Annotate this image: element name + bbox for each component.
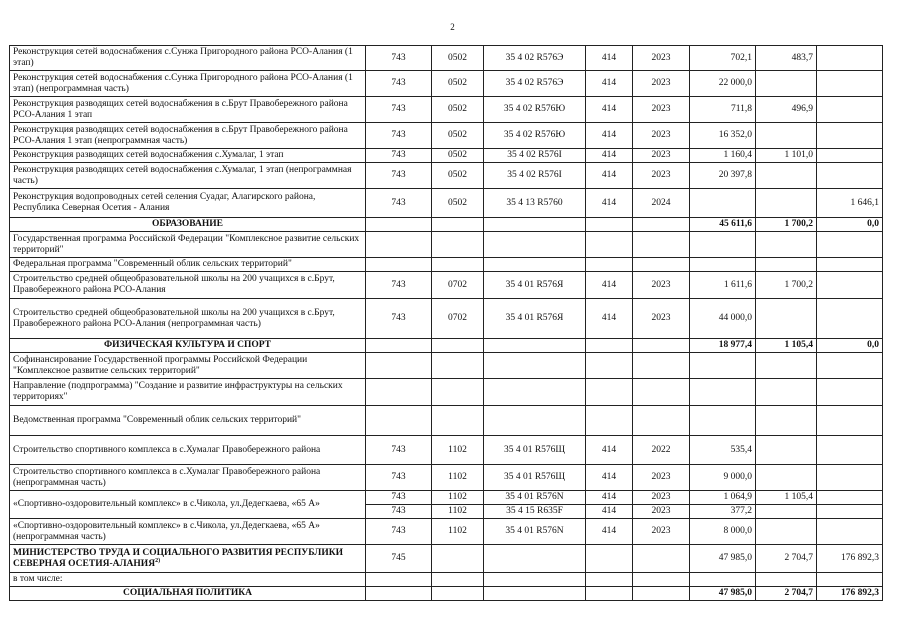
table-row	[10, 163, 883, 189]
department-code-cell: 743	[366, 46, 432, 71]
section-heading-row	[10, 218, 883, 232]
expense-type-cell	[586, 587, 633, 601]
section-code-cell: 0502	[432, 189, 484, 218]
table-row	[10, 97, 883, 123]
row-name-text: Строительство средней общеобразовательной школы на 200 учащихся в с.Брут, Правобережного района РСО-Алания (непрограммная часть)	[13, 307, 335, 329]
amount-2-cell	[756, 71, 817, 97]
year-cell	[633, 232, 690, 258]
expense-type-cell: 414	[586, 519, 633, 545]
table-row	[10, 46, 883, 71]
section-heading-row	[10, 587, 883, 601]
amount-2-cell	[756, 299, 817, 339]
table-row	[10, 519, 883, 545]
department-code-cell	[366, 406, 432, 436]
target-article-cell: 35 4 01 R576Щ	[484, 436, 586, 465]
target-article-cell: 35 4 01 R576N	[484, 519, 586, 545]
amount-3-cell: 0,0	[817, 218, 883, 232]
amount-1-cell: 22 000,0	[690, 71, 756, 97]
amount-1-cell: 47 985,0	[690, 587, 756, 601]
amount-2-cell	[756, 353, 817, 379]
row-name-text: Реконструкция разводящих сетей водоснабжения в с.Брут Правобережного района РСО-Алания 1 этап (непрограммная часть)	[13, 124, 348, 146]
table-row	[10, 123, 883, 149]
expense-type-cell: 414	[586, 97, 633, 123]
expense-type-cell: 414	[586, 272, 633, 299]
year-cell: 2023	[633, 505, 690, 519]
row-name-text: Государственная программа Российской Федерации "Комплексное развитие сельских территорий"	[13, 233, 360, 255]
row-name-cell	[10, 97, 366, 123]
section-code-cell: 0702	[432, 299, 484, 339]
year-cell: 2022	[633, 436, 690, 465]
department-code-cell	[366, 218, 432, 232]
amount-2-cell: 1 105,4	[756, 491, 817, 505]
row-name-text: Направление (подпрограмма) "Создание и развитие инфраструктуры на сельских территориях"	[13, 381, 343, 402]
expense-type-cell: 414	[586, 71, 633, 97]
expense-type-cell: 414	[586, 436, 633, 465]
year-cell	[633, 587, 690, 601]
amount-3-cell	[817, 232, 883, 258]
target-article-cell: 35 4 02 R576Э	[484, 46, 586, 71]
amount-3-cell	[817, 163, 883, 189]
year-cell	[633, 218, 690, 232]
amount-2-cell	[756, 465, 817, 491]
department-code-cell	[366, 353, 432, 379]
row-name-text: Реконструкция сетей водоснабжения с.Сунжа Пригородного района РСО-Алания (1 этап) (непрограммная часть)	[13, 72, 353, 94]
section-code-cell: 0502	[432, 163, 484, 189]
row-name-text: МИНИСТЕРСТВО ТРУДА И СОЦИАЛЬНОГО РАЗВИТИЯ РЕСПУБЛИКИ СЕВЕРНАЯ ОСЕТИЯ-АЛАНИЯ	[13, 547, 343, 569]
year-cell	[633, 258, 690, 272]
target-article-cell: 35 4 01 R576Я	[484, 272, 586, 299]
amount-3-cell	[817, 46, 883, 71]
amount-2-cell	[756, 123, 817, 149]
target-article-cell: 35 4 02 R576I	[484, 149, 586, 163]
amount-1-cell: 16 352,0	[690, 123, 756, 149]
amount-1-cell: 45 611,6	[690, 218, 756, 232]
row-name-text: Софинансирование Государственной программы Российской Федерации "Комплексное развитие сельских территорий"	[13, 354, 308, 376]
row-name-cell	[10, 149, 366, 163]
amount-3-cell	[817, 573, 883, 587]
row-name-text: Строительство спортивного комплекса в с.Хумалаг Правобережного района (непрограммная часть)	[13, 466, 321, 488]
table-row	[10, 573, 883, 587]
table-row	[10, 189, 883, 218]
amount-1-cell: 9 000,0	[690, 465, 756, 491]
section-code-cell: 0502	[432, 71, 484, 97]
row-name-text: «Спортивно-оздоровительный комплекс» в с.Чикола, ул.Дедегкаева, «65 А» (непрограммная часть)	[13, 520, 320, 542]
expense-type-cell	[586, 258, 633, 272]
amount-1-cell: 702,1	[690, 46, 756, 71]
department-code-cell: 743	[366, 299, 432, 339]
target-article-cell	[484, 218, 586, 232]
amount-1-cell	[690, 232, 756, 258]
amount-3-cell	[817, 299, 883, 339]
row-name-text: Реконструкция разводящих сетей водоснабжения с.Хумалаг, 1 этап (непрограммная часть)	[13, 164, 352, 186]
amount-3-cell	[817, 505, 883, 519]
page-number: 2	[450, 22, 455, 32]
year-cell	[633, 353, 690, 379]
ministry-row	[10, 545, 883, 573]
expense-type-cell: 414	[586, 163, 633, 189]
expense-type-cell	[586, 339, 633, 353]
expense-type-cell: 414	[586, 505, 633, 519]
year-cell	[633, 379, 690, 406]
amount-2-cell: 1 700,2	[756, 218, 817, 232]
amount-2-cell: 2 704,7	[756, 587, 817, 601]
section-code-cell	[432, 339, 484, 353]
amount-3-cell	[817, 465, 883, 491]
section-code-cell	[432, 587, 484, 601]
amount-1-cell	[690, 189, 756, 218]
row-name-text: Федеральная программа "Современный облик сельских территорий"	[13, 259, 292, 269]
row-name-cell	[10, 189, 366, 218]
expense-type-cell	[586, 406, 633, 436]
amount-1-cell: 20 397,8	[690, 163, 756, 189]
section-code-cell	[432, 573, 484, 587]
row-name-cell	[10, 46, 366, 71]
year-cell: 2023	[633, 71, 690, 97]
amount-1-cell: 8 000,0	[690, 519, 756, 545]
expense-type-cell	[586, 218, 633, 232]
expense-type-cell: 414	[586, 465, 633, 491]
target-article-cell	[484, 379, 586, 406]
row-name-text: Ведомственная программа "Современный облик сельских территорий"	[13, 415, 301, 425]
amount-2-cell	[756, 379, 817, 406]
target-article-cell: 35 4 02 R576I	[484, 163, 586, 189]
section-code-cell: 0502	[432, 149, 484, 163]
target-article-cell: 35 4 02 R576Э	[484, 71, 586, 97]
row-name-cell	[10, 573, 366, 587]
target-article-cell: 35 4 01 R576Щ	[484, 465, 586, 491]
amount-2-cell	[756, 232, 817, 258]
amount-3-cell: 176 892,3	[817, 545, 883, 573]
department-code-cell	[366, 258, 432, 272]
amount-3-cell: 1 646,1	[817, 189, 883, 218]
amount-3-cell	[817, 258, 883, 272]
expense-type-cell	[586, 232, 633, 258]
row-name-cell	[10, 587, 366, 601]
table-row	[10, 465, 883, 491]
footnote-marker: 2)	[155, 557, 161, 564]
department-code-cell: 745	[366, 545, 432, 573]
department-code-cell: 743	[366, 436, 432, 465]
target-article-cell	[484, 258, 586, 272]
department-code-cell	[366, 232, 432, 258]
section-code-cell: 1102	[432, 519, 484, 545]
table-row	[10, 379, 883, 406]
expense-type-cell: 414	[586, 149, 633, 163]
row-name-cell	[10, 163, 366, 189]
amount-2-cell: 2 704,7	[756, 545, 817, 573]
target-article-cell	[484, 339, 586, 353]
row-name-cell	[10, 71, 366, 97]
department-code-cell: 743	[366, 123, 432, 149]
department-code-cell: 743	[366, 71, 432, 97]
table-row	[10, 149, 883, 163]
department-code-cell	[366, 587, 432, 601]
amount-1-cell: 1 064,9	[690, 491, 756, 505]
amount-1-cell: 711,8	[690, 97, 756, 123]
target-article-cell	[484, 545, 586, 573]
row-name-cell	[10, 406, 366, 436]
table-row	[10, 353, 883, 379]
target-article-cell	[484, 573, 586, 587]
row-name-cell	[10, 123, 366, 149]
amount-2-cell	[756, 519, 817, 545]
amount-2-cell	[756, 505, 817, 519]
department-code-cell: 743	[366, 505, 432, 519]
amount-3-cell	[817, 519, 883, 545]
amount-1-cell: 535,4	[690, 436, 756, 465]
amount-3-cell	[817, 436, 883, 465]
row-name-cell	[10, 258, 366, 272]
amount-1-cell: 44 000,0	[690, 299, 756, 339]
section-code-cell: 1102	[432, 465, 484, 491]
row-name-text: Реконструкция разводящих сетей водоснабжения в с.Брут Правобережного района РСО-Алания 1 этап	[13, 98, 348, 120]
row-name-cell	[10, 353, 366, 379]
expense-type-cell: 414	[586, 46, 633, 71]
target-article-cell: 35 4 02 R576Ю	[484, 97, 586, 123]
year-cell	[633, 545, 690, 573]
amount-3-cell: 0,0	[817, 339, 883, 353]
row-name-text: в том числе:	[13, 574, 63, 584]
amount-1-cell	[690, 406, 756, 436]
table-row	[10, 491, 883, 505]
section-code-cell	[432, 218, 484, 232]
amount-2-cell: 1 105,4	[756, 339, 817, 353]
section-code-cell	[432, 258, 484, 272]
section-code-cell	[432, 232, 484, 258]
year-cell	[633, 339, 690, 353]
table-row	[10, 232, 883, 258]
department-code-cell: 743	[366, 491, 432, 505]
target-article-cell: 35 4 01 R576N	[484, 491, 586, 505]
row-name-text: Строительство средней общеобразовательной школы на 200 учащихся в с.Брут, Правобережного района РСО-Алания	[13, 274, 335, 295]
amount-3-cell	[817, 353, 883, 379]
amount-1-cell: 18 977,4	[690, 339, 756, 353]
year-cell: 2023	[633, 491, 690, 505]
year-cell: 2024	[633, 189, 690, 218]
row-name-cell	[10, 436, 366, 465]
row-name-cell	[10, 272, 366, 299]
amount-2-cell: 496,9	[756, 97, 817, 123]
expense-type-cell: 414	[586, 299, 633, 339]
amount-3-cell	[817, 272, 883, 299]
table-row	[10, 406, 883, 436]
section-code-cell: 0502	[432, 123, 484, 149]
amount-2-cell: 1 700,2	[756, 272, 817, 299]
row-name-text: СОЦИАЛЬНАЯ ПОЛИТИКА	[123, 588, 252, 598]
amount-3-cell	[817, 406, 883, 436]
department-code-cell: 743	[366, 163, 432, 189]
department-code-cell	[366, 379, 432, 406]
year-cell	[633, 573, 690, 587]
amount-3-cell	[817, 97, 883, 123]
amount-3-cell	[817, 491, 883, 505]
amount-2-cell: 1 101,0	[756, 149, 817, 163]
amount-2-cell	[756, 436, 817, 465]
row-name-cell: «Спортивно-оздоровительный комплекс» в с.Чикола, ул.Дедегкаева, «65 А»	[10, 491, 366, 519]
amount-2-cell	[756, 189, 817, 218]
department-code-cell: 743	[366, 272, 432, 299]
amount-2-cell: 483,7	[756, 46, 817, 71]
table-row	[10, 436, 883, 465]
target-article-cell	[484, 406, 586, 436]
section-code-cell	[432, 406, 484, 436]
section-code-cell: 0702	[432, 272, 484, 299]
department-code-cell: 743	[366, 149, 432, 163]
section-code-cell: 0502	[432, 46, 484, 71]
target-article-cell: 35 4 13 R5760	[484, 189, 586, 218]
budget-table	[9, 45, 883, 601]
row-name-cell	[10, 339, 366, 353]
amount-1-cell: 1 160,4	[690, 149, 756, 163]
row-name-cell	[10, 519, 366, 545]
amount-1-cell: 377,2	[690, 505, 756, 519]
year-cell: 2023	[633, 46, 690, 71]
department-code-cell: 743	[366, 519, 432, 545]
year-cell: 2023	[633, 163, 690, 189]
table-row	[10, 299, 883, 339]
expense-type-cell	[586, 573, 633, 587]
year-cell	[633, 406, 690, 436]
expense-type-cell	[586, 545, 633, 573]
year-cell: 2023	[633, 97, 690, 123]
expense-type-cell: 414	[586, 189, 633, 218]
target-article-cell: 35 4 15 R635F	[484, 505, 586, 519]
row-name-cell	[10, 299, 366, 339]
department-code-cell: 743	[366, 465, 432, 491]
year-cell: 2023	[633, 149, 690, 163]
section-code-cell: 1102	[432, 505, 484, 519]
department-code-cell	[366, 339, 432, 353]
section-code-cell	[432, 353, 484, 379]
expense-type-cell	[586, 379, 633, 406]
expense-type-cell	[586, 353, 633, 379]
table-row	[10, 71, 883, 97]
target-article-cell: 35 4 02 R576Ю	[484, 123, 586, 149]
row-name-text: Реконструкция сетей водоснабжения с.Сунжа Пригородного района РСО-Алания (1 этап)	[13, 47, 353, 68]
amount-1-cell: 47 985,0	[690, 545, 756, 573]
amount-1-cell	[690, 573, 756, 587]
target-article-cell	[484, 353, 586, 379]
row-name-text: ФИЗИЧЕСКАЯ КУЛЬТУРА И СПОРТ	[104, 340, 271, 350]
row-name-cell	[10, 379, 366, 406]
row-name-text: ОБРАЗОВАНИЕ	[152, 219, 223, 229]
amount-3-cell	[817, 149, 883, 163]
amount-1-cell: 1 611,6	[690, 272, 756, 299]
target-article-cell	[484, 587, 586, 601]
department-code-cell: 743	[366, 189, 432, 218]
year-cell: 2023	[633, 299, 690, 339]
section-code-cell: 1102	[432, 491, 484, 505]
amount-3-cell	[817, 123, 883, 149]
amount-2-cell	[756, 163, 817, 189]
table-row	[10, 258, 883, 272]
expense-type-cell: 414	[586, 491, 633, 505]
amount-2-cell	[756, 258, 817, 272]
amount-2-cell	[756, 406, 817, 436]
row-name-cell	[10, 218, 366, 232]
target-article-cell	[484, 232, 586, 258]
row-name-cell	[10, 545, 366, 573]
row-name-text: Реконструкция разводящих сетей водоснабжения с.Хумалаг, 1 этап	[13, 150, 284, 160]
department-code-cell	[366, 573, 432, 587]
row-name-text: Реконструкция водопроводных сетей селения Суадаг, Алагирского района, Республика Северная Осетия - Алания	[13, 192, 316, 213]
amount-1-cell	[690, 353, 756, 379]
amount-3-cell: 176 892,3	[817, 587, 883, 601]
amount-1-cell	[690, 379, 756, 406]
budget-table-body	[10, 46, 883, 601]
department-code-cell: 743	[366, 97, 432, 123]
year-cell: 2023	[633, 519, 690, 545]
section-code-cell: 1102	[432, 436, 484, 465]
amount-3-cell	[817, 379, 883, 406]
section-code-cell	[432, 379, 484, 406]
year-cell: 2023	[633, 123, 690, 149]
row-name-text: Строительство спортивного комплекса в с.Хумалаг Правобережного района	[13, 444, 321, 455]
row-name-cell	[10, 465, 366, 491]
row-name-cell	[10, 232, 366, 258]
amount-3-cell	[817, 71, 883, 97]
expense-type-cell: 414	[586, 123, 633, 149]
table-row	[10, 272, 883, 299]
year-cell: 2023	[633, 272, 690, 299]
target-article-cell: 35 4 01 R576Я	[484, 299, 586, 339]
amount-1-cell	[690, 258, 756, 272]
year-cell: 2023	[633, 465, 690, 491]
section-code-cell: 0502	[432, 97, 484, 123]
section-code-cell	[432, 545, 484, 573]
section-heading-row	[10, 339, 883, 353]
amount-2-cell	[756, 573, 817, 587]
